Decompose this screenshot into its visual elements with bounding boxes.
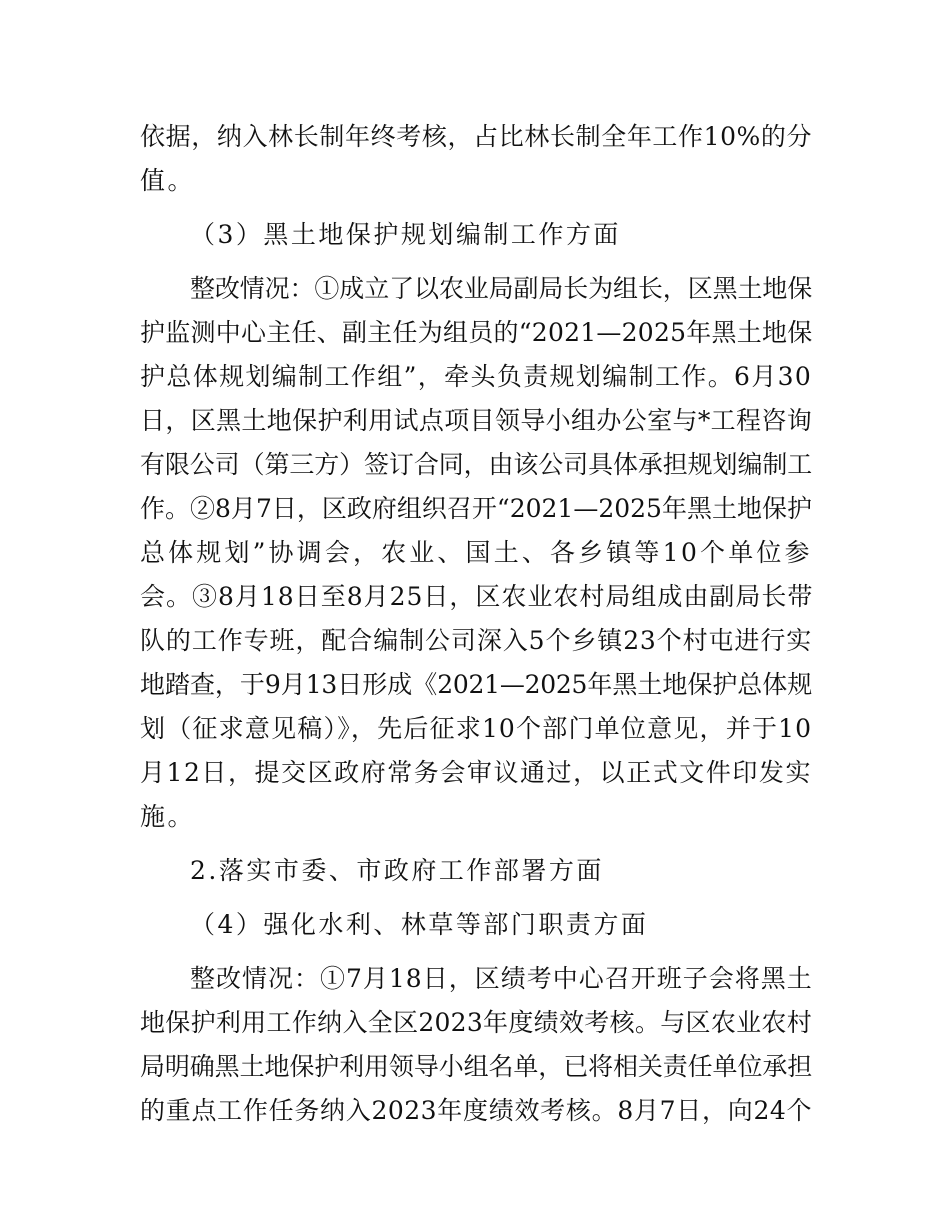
body-text-line: 护总体规划编制工作组”，牵头负责规划编制工作。6月30	[140, 362, 812, 391]
body-text-line: 护监测中心主任、副主任为组员的“2021—2025年黑土地保	[140, 318, 813, 347]
body-text-line: 值。	[140, 166, 196, 195]
body-text-line: 依据，纳入林长制年终考核，占比林长制全年工作10%的分	[140, 122, 812, 151]
body-text-line: 总体规划”协调会，农业、国土、各乡镇等10个单位参	[140, 538, 812, 567]
body-text-line: 局明确黑土地保护利用领导小组名单，已将相关责任单位承担	[140, 1052, 812, 1081]
body-text-line: 队的工作专班，配合编制公司深入5个乡镇23个村屯进行实	[140, 626, 812, 655]
section-heading: （3）黑土地保护规划编制工作方面	[190, 220, 621, 249]
body-text-line: 月12日，提交区政府常务会审议通过，以正式文件印发实	[140, 758, 812, 787]
body-text-line: 整改情况：①成立了以农业局副局长为组长，区黑土地保	[190, 274, 812, 303]
section-heading: 2.落实市委、市政府工作部署方面	[190, 856, 604, 885]
body-text-line: 施。	[140, 802, 196, 831]
body-text-line: 整改情况：①7月18日，区绩考中心召开班子会将黑土	[190, 964, 813, 993]
body-text-line: 地保护利用工作纳入全区2023年度绩效考核。与区农业农村	[140, 1008, 812, 1037]
body-text-line: 地踏查，于9月13日形成《2021—2025年黑土地保护总体规	[140, 670, 812, 699]
body-text-line: 会。③8月18日至8月25日，区农业农村局组成由副局长带	[140, 582, 814, 611]
body-text-line: 日，区黑土地保护利用试点项目领导小组办公室与*工程咨询	[140, 406, 812, 435]
body-text-line: 划（征求意见稿）》，先后征求10个部门单位意见，并于10	[140, 714, 812, 743]
section-heading: （4）强化水利、林草等部门职责方面	[190, 910, 649, 939]
body-text-line: 作。②8月7日，区政府组织召开“2021—2025年黑土地保护	[140, 494, 812, 523]
body-text-line: 的重点工作任务纳入2023年度绩效考核。8月7日，向24个	[140, 1096, 812, 1125]
body-text-line: 有限公司（第三方）签订合同，由该公司具体承担规划编制工	[140, 450, 812, 479]
